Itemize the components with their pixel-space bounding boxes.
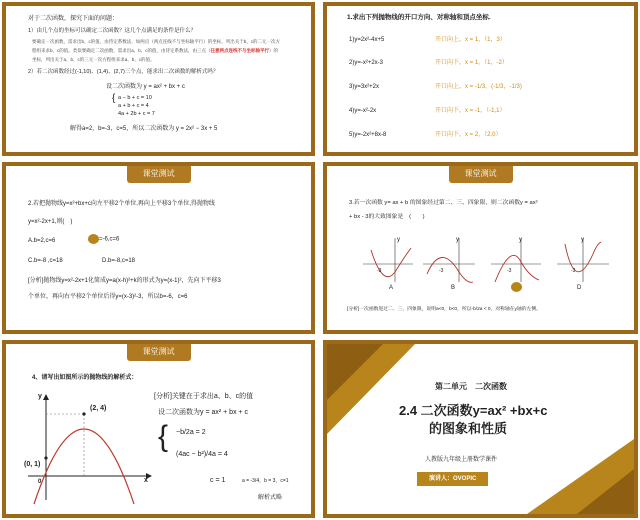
main-title-1: 2.4 二次函数y=ax² +bx+c xyxy=(399,403,548,418)
answer-marker xyxy=(511,282,522,292)
axis-y-a: y xyxy=(397,237,400,243)
analysis-line-1: [分析]抛物线y=x²-2x+1化简成y=a(x-h)²+k的形式为y=(x-1)²，先向下平移3 xyxy=(28,278,221,284)
option-a[interactable]: A.b=2,c=6 xyxy=(28,238,56,244)
analysis-text: [分析]一次函数进过二、三、四象限，说明a<0，b<0，所以-b/2a < 0，对称轴在y轴的左侧。 xyxy=(347,307,541,312)
brace-icon: { xyxy=(158,420,169,453)
result-text: a = -3/4，b = 3，c=1 xyxy=(242,478,289,484)
analysis-line-2: 个单位，再向右平移2个单位后得y=(x-3)²-3，所以b=-6，c=6 xyxy=(28,294,188,300)
axis-y-b: y xyxy=(456,237,459,243)
class-test-tab: 课堂测试 xyxy=(127,344,191,361)
slide-parabola-exercise[interactable] xyxy=(323,2,638,156)
slide-quadratic-explore[interactable] xyxy=(2,2,315,156)
analysis-line-2: 设二次函数为y = ax² + bx + c xyxy=(158,409,249,416)
q1-detail-1: 要确定一次函数，需求出b、c的值，由待定系数法，如两点（两点连线不与坐标轴平行）的坐标，列出关于b、c的二元一次方 xyxy=(32,39,281,44)
q1-detail-4: 坐标，列出关于a、b、c的三元一次方程组来求a、b、c的值。 xyxy=(32,57,155,62)
parabola-graph xyxy=(24,392,154,507)
label-d[interactable]: D xyxy=(577,285,582,291)
row-3-fn: 3)y=3x²+2x xyxy=(349,84,380,90)
slide-translation-test[interactable] xyxy=(2,162,315,334)
label-a[interactable]: A xyxy=(389,285,394,291)
question-text: 4、请写出如图所示的抛物线的解析式： xyxy=(32,375,138,381)
option-d[interactable]: D.b=-8,c=18 xyxy=(102,258,136,264)
slide-title-cover[interactable] xyxy=(323,340,638,518)
row-1-answer: 开口向上，x = 1，（1，3） xyxy=(435,37,506,43)
row-5-answer: 开口向下，x = 2，（2,0） xyxy=(435,132,502,138)
intro-text: 对于二次函数，探究下面的问题： xyxy=(28,16,119,22)
graph-a[interactable] xyxy=(363,238,413,282)
row-4-answer: 开口向下，x = -1，（-1,1） xyxy=(435,108,506,114)
subtitle: 人教版九年级上册数学课件 xyxy=(425,457,498,463)
graph-b[interactable] xyxy=(423,238,475,282)
neg3-b: -3 xyxy=(439,268,444,274)
solution-text: 解得a=2，b=-3，c=5，所以二次函数为 y = 2x² − 3x + 5 xyxy=(70,126,218,132)
eq-1: a − b + c = 10 xyxy=(118,95,152,101)
system-eq-2: (4ac − b²)/4a = 4 xyxy=(176,451,228,458)
vertex-label: (2, 4) xyxy=(90,405,107,412)
y-intercept-label: (0, 1) xyxy=(24,461,41,468)
set-equation: 设二次函数为 y = ax² + bx + c xyxy=(106,84,185,90)
neg3-a: -3 xyxy=(377,268,382,274)
question-1: 1）由几个点的坐标可以确定二次函数？这几个点满足的条件是什么？ xyxy=(28,28,197,34)
system-eq-3: c = 1 xyxy=(210,477,226,484)
origin-label: 0 xyxy=(38,479,42,485)
exercise-title: 1.求出下列抛物线的开口方向、对称轴和顶点坐标. xyxy=(347,14,491,21)
question-line-2: y=x²-2x+1,则( ) xyxy=(28,219,73,225)
eq-3: 4a + 2b + c = 7 xyxy=(118,111,155,117)
analysis-line-1: [分析]关键在于求出a、b、c的值 xyxy=(154,393,254,400)
question-line-1: 2.若把抛物线y=x²+bx+c向左平移2个单位,再向上平移3个单位,得抛物线 xyxy=(28,201,215,207)
graph-d[interactable] xyxy=(557,238,609,282)
question-line-2: + bx - 3的大致图象是 ( ) xyxy=(349,214,425,220)
graph-c[interactable] xyxy=(491,238,541,282)
axis-y-d: y xyxy=(581,237,584,243)
question-2: 2）若二次函数经过(-1,10)、(1,4)、(2,7)三个点，能求出二次函数的解析式吗？ xyxy=(28,69,219,75)
slide-graph-choice[interactable] xyxy=(323,162,638,334)
option-b[interactable]: =-6,c=6 xyxy=(88,234,119,244)
row-2-fn: 2)y=-x²+2x-3 xyxy=(349,60,384,66)
class-test-tab: 课堂测试 xyxy=(449,166,513,183)
row-2-answer: 开口向下，x = 1，（1，-2） xyxy=(435,60,508,66)
row-5-fn: 5)y=-2x²+8x-8 xyxy=(349,132,387,138)
label-b[interactable]: B xyxy=(451,285,456,291)
main-title-2: 的图象和性质 xyxy=(429,421,508,436)
class-test-tab: 课堂测试 xyxy=(127,166,191,183)
presenter-badge: 演讲人：OVOPIC xyxy=(417,472,488,486)
option-c[interactable]: C.b=-8 ,c=18 xyxy=(28,258,63,264)
eq-2: a + b + c = 4 xyxy=(118,103,149,109)
question-line-1: 3.若一次函数 y= ax + b 的图象经过第二、三、四象限，则二次函数y = ax² xyxy=(349,200,538,206)
q1-detail-2: 程组来求b、c的值。类似要确定二次函数，需求出a、b、c的值，由待定系数法，由三点（任意两点连线不与坐标轴平行）的 xyxy=(32,48,279,53)
unit-title: 第二单元 二次函数 xyxy=(435,382,507,391)
row-3-answer: 开口向上，x = -1/3，(-1/3，-1/3) xyxy=(435,84,522,90)
axis-y-label: y xyxy=(38,393,42,400)
system-eq-1: −b/2a = 2 xyxy=(176,429,206,436)
row-1-fn: 1)y=2x²-4x+5 xyxy=(349,37,385,43)
answer-marker xyxy=(88,234,99,244)
brace-icon: { xyxy=(112,93,116,104)
final-text: 解析式略 xyxy=(258,495,283,501)
label-c[interactable] xyxy=(511,282,522,292)
neg3-c: -3 xyxy=(507,268,512,274)
slide-find-expression[interactable] xyxy=(2,340,315,518)
neg3-d: -3 xyxy=(571,268,576,274)
axis-x-label: x xyxy=(144,477,148,484)
axis-y-c: y xyxy=(519,237,522,243)
row-4-fn: 4)y=-x²-2x xyxy=(349,108,377,114)
